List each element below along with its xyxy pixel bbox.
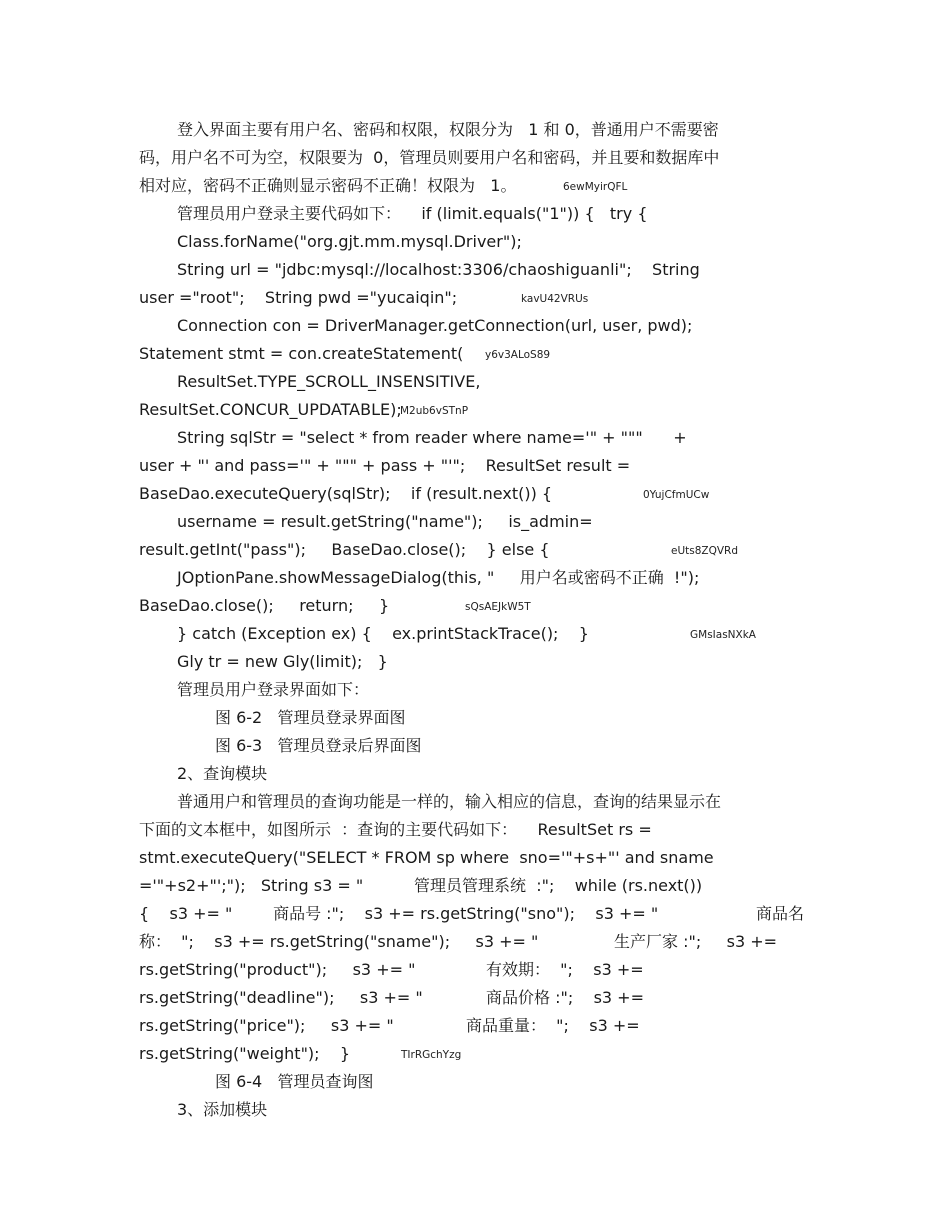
doc-code: TIrRGchYzg bbox=[401, 1049, 462, 1061]
code-fragment: 有效期： "; s3 += bbox=[486, 960, 644, 979]
code-line: String url = "jdbc:mysql://localhost:3306/chaoshiguanli"; String bbox=[177, 260, 700, 279]
figure-caption: 图 6-4 管理员查询图 bbox=[215, 1072, 374, 1091]
doc-code: 6ewMyirQFL bbox=[563, 181, 628, 193]
code-line: 管理员用户登录主要代码如下： if (limit.equals("1")) { try { bbox=[177, 204, 648, 223]
doc-code: eUts8ZQVRd bbox=[671, 545, 739, 557]
code-line: rs.getString("product"); s3 += " bbox=[139, 960, 416, 979]
doc-code: GMsIasNXkA bbox=[690, 629, 756, 641]
code-line: ResultSet.CONCUR_UPDATABLE); bbox=[139, 400, 402, 419]
code-line: Statement stmt = con.createStatement( bbox=[139, 344, 464, 363]
section-heading: 3、添加模块 bbox=[177, 1100, 268, 1119]
code-line: ResultSet.TYPE_SCROLL_INSENSITIVE, bbox=[177, 372, 481, 391]
figure-caption: 图 6-3 管理员登录后界面图 bbox=[215, 736, 422, 755]
code-line: } catch (Exception ex) { ex.printStackTrace(); } bbox=[177, 624, 589, 643]
section-heading: 2、查询模块 bbox=[177, 764, 268, 783]
code-line: rs.getString("weight"); } bbox=[139, 1044, 351, 1063]
code-line: rs.getString("deadline"); s3 += " bbox=[139, 988, 423, 1007]
doc-code: kavU42VRUs bbox=[521, 293, 589, 305]
code-line: String sqlStr = "select * from reader where name='" + """ + bbox=[177, 428, 687, 447]
code-line: BaseDao.close(); return; } bbox=[139, 596, 390, 615]
code-line: ='"+s2+"';"); String s3 = " 管理员管理系统 :"; while (rs.next()) bbox=[139, 876, 703, 895]
code-fragment: 商品名 bbox=[756, 904, 805, 923]
code-line: result.getInt("pass"); BaseDao.close(); } else { bbox=[139, 540, 550, 559]
text-line: 登入界面主要有用户名、密码和权限，权限分为 1 和 0，普通用户不需要密 bbox=[177, 120, 719, 139]
code-line: { s3 += " 商品号 :"; s3 += rs.getString("sno"); s3 += " bbox=[139, 904, 659, 923]
text-line: 相对应，密码不正确则显示密码不正确！权限为 1。 bbox=[139, 176, 517, 195]
code-line: Class.forName("org.gjt.mm.mysql.Driver"); bbox=[177, 232, 522, 251]
code-fragment: 商品价格 :"; s3 += bbox=[486, 988, 644, 1007]
code-line: Connection con = DriverManager.getConnection(url, user, pwd); bbox=[177, 316, 693, 335]
doc-code: 0YujCfmUCw bbox=[643, 489, 710, 501]
doc-code: M2ub6vSTnP bbox=[400, 405, 469, 417]
text-line: 下面的文本框中，如图所示 ：查询的主要代码如下： ResultSet rs = bbox=[139, 820, 652, 839]
code-line: stmt.executeQuery("SELECT * FROM sp where sno='"+s+"' and sname bbox=[139, 848, 714, 867]
code-line: user + "' and pass='" + """ + pass + "'"; ResultSet result = bbox=[139, 456, 631, 475]
code-line: JOptionPane.showMessageDialog(this, " 用户名或密码不正确 !"); bbox=[177, 568, 700, 587]
code-line: Gly tr = new Gly(limit); } bbox=[177, 652, 388, 671]
code-line: rs.getString("price"); s3 += " bbox=[139, 1016, 394, 1035]
doc-code: y6v3ALoS89 bbox=[485, 349, 551, 361]
text-line: 码，用户名不可为空，权限要为 0，管理员则要用户名和密码，并且要和数据库中 bbox=[139, 148, 720, 167]
text-line: 管理员用户登录界面如下： bbox=[177, 680, 370, 699]
text-line: 普通用户和管理员的查询功能是一样的，输入相应的信息，查询的结果显示在 bbox=[177, 792, 722, 811]
code-line: BaseDao.executeQuery(sqlStr); if (result.next()) { bbox=[139, 484, 553, 503]
code-line: 称： "; s3 += rs.getString("sname"); s3 += " bbox=[139, 932, 539, 951]
code-fragment: 生产厂家 :"; s3 += bbox=[614, 932, 778, 951]
code-line: username = result.getString("name"); is_admin= bbox=[177, 512, 593, 531]
code-line: user ="root"; String pwd ="yucaiqin"; bbox=[139, 288, 458, 307]
figure-caption: 图 6-2 管理员登录界面图 bbox=[215, 708, 406, 727]
doc-code: sQsAEJkW5T bbox=[465, 601, 531, 613]
code-fragment: 商品重量： "; s3 += bbox=[466, 1016, 640, 1035]
